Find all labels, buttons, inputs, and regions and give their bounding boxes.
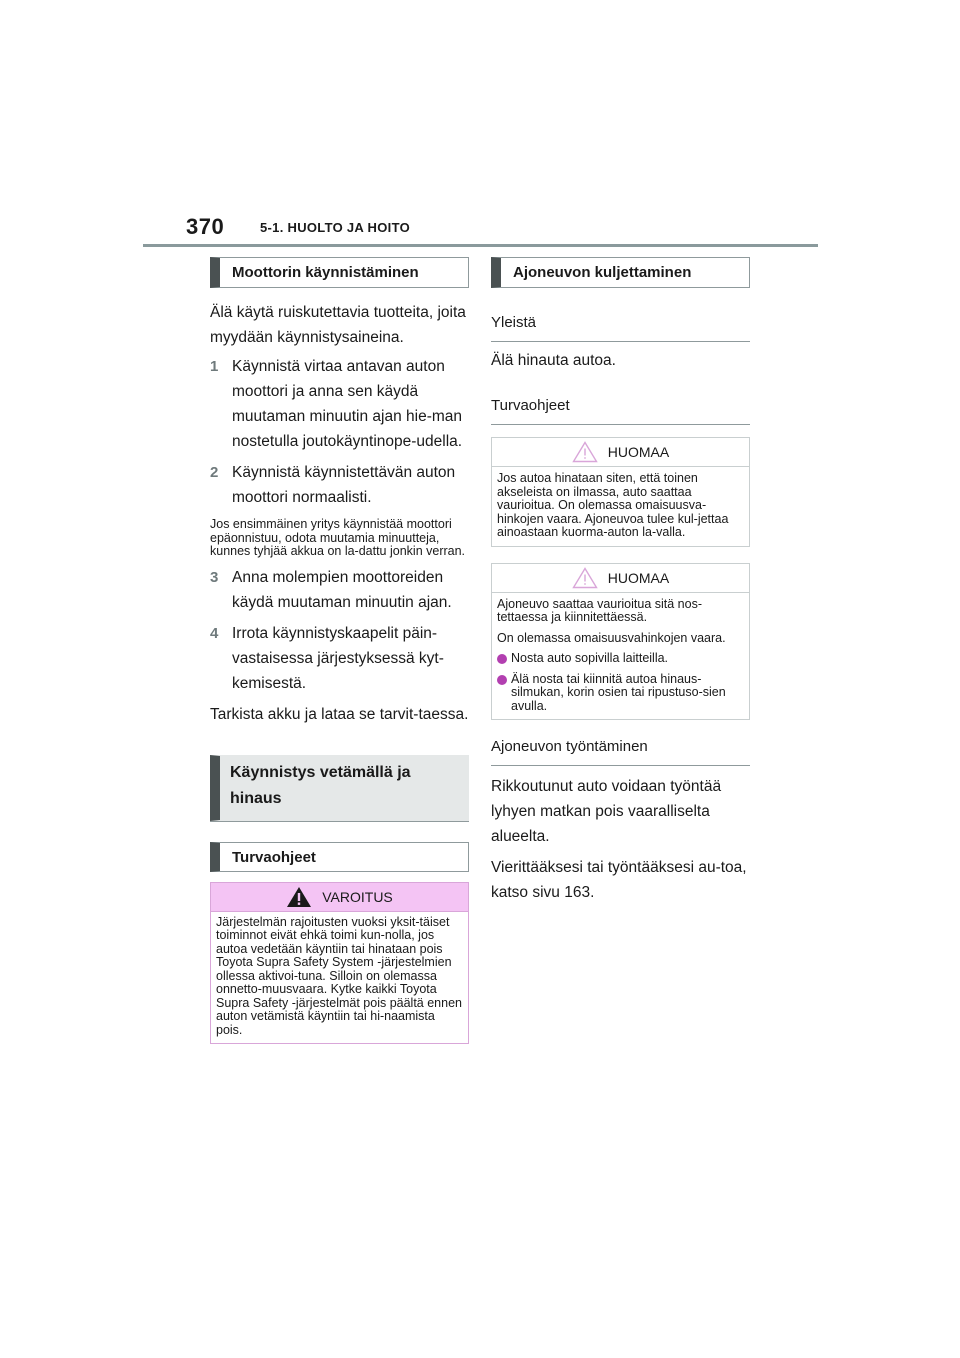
subheading-safety: Turvaohjeet	[491, 397, 750, 425]
bullet-dot-icon	[497, 654, 507, 664]
notice-text: Ajoneuvo saattaa vaurioitua sitä nos-tettaessa ja kiinnitettäessä.	[497, 596, 702, 624]
step-number: 4	[210, 624, 219, 642]
notice-text: Jos autoa hinataan siten, että toinen akseleista on ilmassa, auto saattaa vaurioitua. On olemassa omaisuusva-hinkojen vaara. Ajoneuvoa tulee kul-jettaa ainoastaan kuorma-auton la-valla.	[497, 471, 729, 539]
section-heading-vehicle-transport: Ajoneuvon kuljettaminen	[491, 257, 750, 288]
step-2	[210, 460, 469, 510]
warning-icon	[286, 886, 312, 908]
pushing-paragraph: Rikkoutunut auto voidaan työntää lyhyen matkan pois vaaralliselta alueelta.	[491, 778, 722, 845]
warning-box	[210, 882, 469, 1045]
divider	[210, 821, 469, 822]
intro-paragraph: Älä käytä ruiskutettavia tuotteita, joita myydään käynnistysaineina.	[210, 304, 466, 346]
caution-icon	[572, 441, 598, 463]
bullet-text: Älä nosta tai kiinnitä autoa hinaus-silmukan, korin osien tai ripustuso-sien avulla.	[511, 671, 726, 713]
step-1	[210, 354, 469, 454]
running-head: 5-1. HUOLTO JA HOITO	[260, 220, 410, 235]
step-number: 2	[210, 464, 219, 481]
notice-box-1	[491, 437, 750, 547]
page-number: 370	[186, 214, 225, 239]
bullet-text: Nosta auto sopivilla laitteilla.	[511, 651, 669, 665]
right-column	[491, 257, 750, 905]
note-paragraph: Jos ensimmäinen yritys käynnistää moottori epäonnistuu, odota muutamia minuutteja, kunnes tyhjää akkua on la-dattu jonkin verran.	[210, 517, 466, 558]
step-list-a	[210, 354, 469, 510]
warning-body	[211, 912, 468, 1044]
step-text: Käynnistä virtaa antavan auton moottori ja anna sen käydä muutaman minuutin ajan hie-man nostetulla joutokäyntinope-udella.	[232, 358, 463, 450]
header-rule	[143, 244, 818, 247]
notice-header	[492, 564, 749, 593]
step-list-b	[210, 565, 469, 696]
caution-icon	[572, 567, 598, 589]
notice-title: HUOMAA	[607, 569, 670, 586]
bullet-item	[497, 673, 744, 714]
subheading-pushing: Ajoneuvon työntäminen	[491, 738, 750, 766]
see-page-paragraph: Vierittääksesi tai työntääksesi au-toa, katso sivu 163.	[491, 859, 747, 901]
subheading-general: Yleistä	[491, 314, 750, 342]
step-text: Irrota käynnistyskaapelit päin-vastaisessa järjestyksessä kyt-kemisestä.	[232, 624, 444, 692]
notice-body	[492, 467, 749, 546]
section-heading-tow-start: Käynnistys vetämällä ja hinaus	[210, 755, 469, 821]
step-number: 1	[210, 358, 219, 375]
step-3	[210, 565, 469, 615]
step-4	[210, 621, 469, 696]
notice-box-2	[491, 563, 750, 721]
notice-title: HUOMAA	[607, 444, 670, 460]
notice-text: On olemassa omaisuusvahinkojen vaara.	[497, 630, 726, 645]
section-heading-engine-start: Moottorin käynnistäminen	[210, 257, 469, 288]
check-battery-paragraph: Tarkista akku ja lataa se tarvit-taessa.	[210, 705, 469, 723]
left-column	[210, 257, 469, 1044]
notice-body	[492, 593, 749, 720]
step-text: Käynnistä käynnistettävän auton moottori normaalisti.	[232, 464, 456, 506]
warning-title: VAROITUS	[322, 888, 393, 905]
bullet-item	[497, 652, 744, 666]
notice-header	[492, 438, 749, 467]
step-text: Anna molempien moottoreiden käydä muutaman minuutin ajan.	[232, 568, 452, 611]
no-towing-paragraph: Älä hinauta autoa.	[491, 352, 616, 369]
warning-text: Järjestelmän rajoitusten vuoksi yksit-täiset toiminnot eivät ehkä toimi kun-nolla, jos autoa vedetään käyntiin tai hinataan pois Toyota Supra Safety System -järjestelmien ollessa aktivoi-tuna. Silloin on olemassa onnetto-muusvaara. Kytke kaikki Toyota Supra Safety -järjestelmät pois päältä ennen auton vetämistä käyntiin tai hi-naamista pois.	[216, 914, 462, 1037]
warning-header	[211, 883, 468, 912]
bullet-dot-icon	[497, 675, 507, 685]
step-number: 3	[210, 568, 219, 586]
subsection-heading-safety: Turvaohjeet	[210, 842, 469, 872]
